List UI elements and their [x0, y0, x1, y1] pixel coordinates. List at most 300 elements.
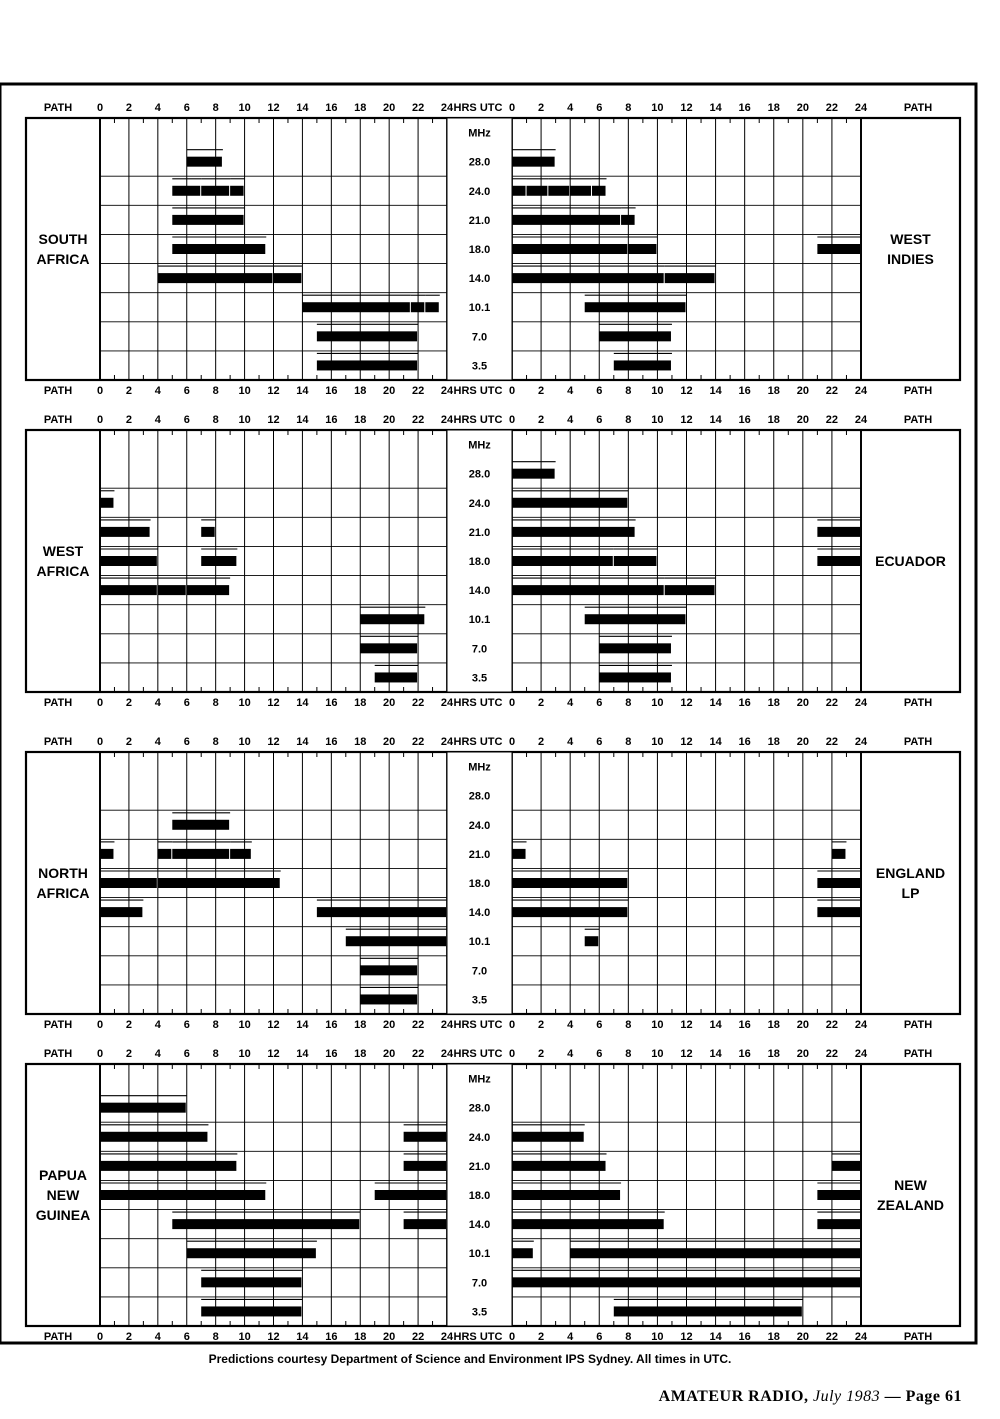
hour-label: 14 [709, 697, 722, 709]
prediction-bar [100, 1132, 207, 1142]
hour-label: 18 [767, 1019, 780, 1031]
hour-label: 22 [825, 1019, 839, 1031]
prediction-bar [599, 331, 671, 341]
prediction-bar [187, 585, 229, 595]
prediction-credit: Predictions courtesy Department of Science and Environment IPS Sydney. All times in UTC. [208, 1352, 732, 1366]
hour-label: 2 [538, 736, 545, 748]
frequency-label: 14.0 [468, 907, 491, 920]
hour-label: 8 [212, 1019, 219, 1031]
frequency-label: 21.0 [468, 214, 491, 227]
hour-label: 22 [825, 414, 839, 426]
hour-label: 22 [825, 385, 839, 397]
mhz-heading: MHz [468, 439, 491, 452]
hour-label: 10 [651, 1331, 664, 1343]
hour-label: 2 [125, 102, 132, 114]
hour-label: 20 [383, 102, 396, 114]
hour-label: 24 [854, 1048, 868, 1060]
hour-label: 20 [796, 1019, 809, 1031]
prediction-bar [512, 907, 627, 917]
prediction-bar [404, 1132, 446, 1142]
path-label: PATH [43, 102, 73, 114]
hour-label: 22 [411, 736, 425, 748]
hour-label: 24 [854, 1331, 868, 1343]
hour-label: 6 [183, 102, 190, 114]
hour-label: 14 [709, 736, 722, 748]
hour-label: 2 [125, 697, 132, 709]
hour-label: 24 [854, 414, 868, 426]
hour-label: 0 [508, 385, 516, 397]
hour-label: 0 [508, 1331, 516, 1343]
hour-label: 22 [825, 102, 839, 114]
prediction-bar [201, 1306, 301, 1316]
hour-label: 2 [538, 102, 545, 114]
hour-label: 4 [567, 102, 574, 114]
prediction-bar [100, 498, 113, 508]
hour-label: 2 [125, 1331, 132, 1343]
hour-label: 8 [212, 697, 219, 709]
hour-label: 0 [96, 736, 104, 748]
frequency-label: 10.1 [468, 302, 491, 315]
prediction-bar [817, 527, 860, 537]
hour-label: 16 [325, 1019, 338, 1031]
prediction-bar [100, 849, 113, 859]
prediction-bar [599, 672, 671, 682]
hour-label: 14 [296, 697, 309, 709]
hour-label: 24 [440, 697, 454, 709]
hour-label: 8 [212, 102, 219, 114]
right-region-label: LP [901, 885, 920, 901]
hour-label: 18 [354, 1331, 367, 1343]
hour-label: 14 [709, 1019, 722, 1031]
hour-label: 12 [267, 1331, 280, 1343]
hour-label: 20 [796, 697, 809, 709]
hour-label: 2 [538, 385, 545, 397]
hour-label: 0 [508, 414, 516, 426]
hour-label: 18 [354, 736, 367, 748]
frequency-label: 14.0 [468, 1219, 491, 1232]
hour-label: 6 [596, 1019, 603, 1031]
prediction-bar [100, 1103, 186, 1113]
hour-label: 4 [567, 1048, 574, 1060]
hour-label: 18 [767, 414, 780, 426]
hour-label: 16 [325, 1331, 338, 1343]
hour-label: 10 [238, 1048, 251, 1060]
prediction-bar [614, 1306, 802, 1316]
hour-label: 18 [354, 385, 367, 397]
prediction-bar [317, 331, 417, 341]
hour-label: 4 [154, 736, 161, 748]
frequency-label: 14.0 [468, 273, 491, 286]
path-label: PATH [43, 1048, 73, 1060]
hour-label: 4 [154, 102, 161, 114]
prediction-bar [585, 302, 686, 312]
frequency-label: 18.0 [468, 556, 491, 568]
hour-label: 4 [154, 697, 161, 709]
hour-label: 12 [680, 385, 693, 397]
left-region-label: PAPUA [39, 1167, 87, 1183]
hour-label: 8 [212, 1331, 219, 1343]
frequency-label: 21.0 [468, 848, 491, 861]
path-label: PATH [903, 697, 933, 709]
mhz-heading: MHz [468, 761, 491, 774]
hour-label: 2 [538, 414, 545, 426]
hour-label: 14 [296, 385, 309, 397]
prediction-bar [817, 878, 860, 888]
hour-label: 10 [651, 102, 664, 114]
prediction-bar [614, 360, 671, 370]
prediction-bar [317, 360, 417, 370]
hour-label: 16 [738, 102, 751, 114]
right-region-label: ENGLAND [875, 865, 946, 881]
prediction-bar [100, 1190, 265, 1200]
hour-label: 20 [796, 736, 809, 748]
hour-label: 14 [296, 414, 309, 426]
hour-label: 8 [625, 1331, 632, 1343]
prediction-bar [360, 965, 417, 975]
publication-name: AMATEUR RADIO, [658, 1388, 809, 1405]
prediction-bar [585, 936, 599, 946]
hour-label: 16 [738, 697, 751, 709]
frequency-label: 7.0 [471, 1277, 488, 1290]
hour-label: 24 [440, 385, 454, 397]
hour-label: 8 [625, 385, 632, 397]
left-region-label: SOUTH [38, 231, 88, 247]
hour-label: 10 [651, 414, 664, 426]
hour-label: 6 [596, 736, 603, 748]
hour-label: 16 [325, 736, 338, 748]
prediction-bar [172, 215, 243, 225]
hour-label: 12 [680, 1048, 693, 1060]
hour-label: 2 [125, 414, 132, 426]
prediction-bar [317, 907, 446, 917]
hour-label: 20 [383, 1019, 396, 1031]
prediction-bar [512, 1277, 860, 1287]
hour-label: 20 [796, 385, 809, 397]
prediction-bar [158, 878, 280, 888]
prediction-bar [375, 1190, 446, 1200]
prediction-bar [817, 556, 860, 566]
prediction-bar [230, 186, 243, 196]
hour-label: 0 [96, 385, 104, 397]
hour-label: 12 [680, 697, 693, 709]
prediction-bar [346, 936, 446, 946]
hour-label: 4 [154, 1331, 161, 1343]
frequency-label: 24.0 [468, 1131, 491, 1144]
hour-label: 20 [796, 102, 809, 114]
hour-label: 14 [296, 1048, 309, 1060]
hour-label: 6 [183, 1019, 190, 1031]
prediction-bar [302, 302, 409, 312]
hour-label: 2 [125, 1048, 132, 1060]
left-region-label: AFRICA [36, 563, 90, 579]
hour-label: 2 [538, 1019, 545, 1031]
hrs-utc-label: HRS UTC [453, 1019, 503, 1031]
frequency-label: 3.5 [471, 994, 488, 1007]
prediction-bar [512, 1161, 606, 1171]
publication-footer [659, 1388, 962, 1406]
hour-label: 6 [183, 1048, 190, 1060]
hour-label: 16 [325, 102, 338, 114]
hour-label: 16 [325, 697, 338, 709]
hour-label: 12 [680, 1019, 693, 1031]
frequency-label: 7.0 [471, 643, 488, 656]
mhz-heading: MHz [468, 127, 491, 140]
publication-date: July 1983 [812, 1388, 881, 1405]
prediction-bar [100, 527, 150, 537]
hour-label: 20 [383, 385, 396, 397]
frequency-label: 18.0 [468, 244, 491, 256]
hour-label: 18 [767, 1331, 780, 1343]
hour-label: 18 [354, 414, 367, 426]
path-label: PATH [43, 1019, 73, 1031]
hour-label: 20 [383, 414, 396, 426]
prediction-bar [274, 273, 302, 283]
prediction-bar [172, 820, 229, 830]
hrs-utc-label: HRS UTC [453, 414, 503, 426]
page-number: — Page 61 [884, 1388, 962, 1405]
hour-label: 24 [440, 736, 454, 748]
prediction-bar [512, 186, 526, 196]
frequency-label: 3.5 [471, 1306, 488, 1319]
hour-label: 14 [709, 385, 722, 397]
prediction-bar [512, 469, 555, 479]
path-label: PATH [903, 736, 933, 748]
prediction-chart-1 [26, 102, 960, 397]
prediction-bar [832, 1161, 860, 1171]
hour-label: 0 [96, 697, 104, 709]
hour-label: 6 [596, 385, 603, 397]
hour-label: 16 [738, 385, 751, 397]
prediction-bar [360, 614, 424, 624]
hour-label: 14 [709, 1331, 722, 1343]
hour-label: 0 [508, 1019, 516, 1031]
hour-label: 12 [267, 102, 280, 114]
hour-label: 22 [411, 414, 425, 426]
hour-label: 8 [625, 414, 632, 426]
left-region-label: AFRICA [36, 251, 90, 267]
hour-label: 24 [440, 414, 454, 426]
path-label: PATH [903, 1048, 933, 1060]
path-label: PATH [903, 414, 933, 426]
frequency-label: 28.0 [468, 790, 491, 803]
left-region-label: GUINEA [35, 1207, 91, 1223]
right-region-label: INDIES [887, 251, 934, 267]
hour-label: 4 [567, 1019, 574, 1031]
hour-label: 22 [825, 697, 839, 709]
hour-label: 4 [154, 414, 161, 426]
prediction-chart-2 [26, 414, 960, 709]
prediction-bar [512, 527, 635, 537]
prediction-bar [592, 186, 606, 196]
hour-label: 20 [796, 1331, 809, 1343]
hour-label: 10 [651, 1048, 664, 1060]
frequency-label: 3.5 [471, 360, 488, 373]
hour-label: 8 [625, 102, 632, 114]
hour-label: 12 [267, 736, 280, 748]
prediction-bar [100, 878, 157, 888]
prediction-bar [201, 556, 236, 566]
hour-label: 10 [651, 385, 664, 397]
frequency-label: 21.0 [468, 526, 491, 539]
frequency-label: 3.5 [471, 672, 488, 685]
frequency-label: 24.0 [468, 185, 491, 198]
hour-label: 4 [154, 1048, 161, 1060]
hour-label: 24 [854, 736, 868, 748]
prediction-bar [665, 585, 715, 595]
frequency-label: 7.0 [471, 331, 488, 344]
hour-label: 0 [96, 1331, 104, 1343]
path-label: PATH [43, 1331, 73, 1343]
prediction-bar [817, 1219, 860, 1229]
hour-label: 0 [96, 414, 104, 426]
right-region-label: NEW [894, 1177, 927, 1193]
hour-label: 18 [767, 102, 780, 114]
hour-label: 16 [738, 736, 751, 748]
prediction-bar [614, 556, 657, 566]
frequency-label: 24.0 [468, 497, 491, 510]
prediction-bar [512, 498, 627, 508]
hour-label: 24 [854, 1019, 868, 1031]
prediction-bar [172, 244, 265, 254]
frequency-label: 21.0 [468, 1160, 491, 1173]
hrs-utc-label: HRS UTC [453, 697, 503, 709]
hour-label: 10 [651, 736, 664, 748]
hour-label: 20 [383, 1048, 396, 1060]
path-label: PATH [43, 385, 73, 397]
hour-label: 0 [96, 1019, 104, 1031]
hour-label: 20 [383, 1331, 396, 1343]
left-region-label: AFRICA [36, 885, 90, 901]
hour-label: 24 [854, 697, 868, 709]
prediction-bar [665, 273, 715, 283]
hrs-utc-label: HRS UTC [453, 1048, 503, 1060]
hour-label: 24 [440, 1048, 454, 1060]
prediction-bar [411, 302, 424, 312]
prediction-bar [158, 273, 273, 283]
hour-label: 14 [296, 102, 309, 114]
frequency-label: 28.0 [468, 1102, 491, 1115]
path-label: PATH [43, 414, 73, 426]
hrs-utc-label: HRS UTC [453, 102, 503, 114]
hour-label: 18 [767, 385, 780, 397]
path-label: PATH [903, 1019, 933, 1031]
prediction-bar [512, 1190, 620, 1200]
hour-label: 14 [296, 1331, 309, 1343]
frequency-label: 28.0 [468, 468, 491, 481]
prediction-bar [172, 186, 200, 196]
hour-label: 22 [411, 697, 425, 709]
hour-label: 4 [567, 385, 574, 397]
hour-label: 12 [680, 736, 693, 748]
prediction-bar [512, 585, 664, 595]
hour-label: 10 [238, 697, 251, 709]
prediction-bar [512, 878, 627, 888]
hour-label: 8 [212, 414, 219, 426]
right-region-label: ECUADOR [875, 553, 946, 569]
hour-label: 2 [538, 1331, 545, 1343]
hour-label: 12 [680, 102, 693, 114]
hour-label: 6 [596, 1048, 603, 1060]
hour-label: 14 [296, 736, 309, 748]
prediction-bar [404, 1161, 446, 1171]
prediction-bar [100, 907, 142, 917]
hour-label: 18 [354, 102, 367, 114]
hour-label: 2 [125, 736, 132, 748]
hour-label: 12 [267, 1019, 280, 1031]
hour-label: 6 [596, 1331, 603, 1343]
hour-label: 8 [625, 1019, 632, 1031]
hour-label: 8 [625, 697, 632, 709]
hour-label: 18 [354, 1019, 367, 1031]
hour-label: 16 [738, 1019, 751, 1031]
hour-label: 10 [651, 697, 664, 709]
hour-label: 24 [854, 102, 868, 114]
prediction-bar [832, 849, 846, 859]
hour-label: 16 [738, 1048, 751, 1060]
hour-label: 2 [125, 385, 132, 397]
prediction-bar [201, 1277, 301, 1287]
prediction-bar [599, 643, 671, 653]
hour-label: 22 [411, 102, 425, 114]
prediction-bar [817, 244, 860, 254]
frequency-label: 7.0 [471, 965, 488, 978]
right-region-label: ZEALAND [877, 1197, 944, 1213]
frequency-label: 24.0 [468, 819, 491, 832]
frequency-label: 10.1 [468, 1248, 491, 1261]
hour-label: 10 [238, 414, 251, 426]
frequency-label: 14.0 [468, 585, 491, 598]
hour-label: 16 [738, 414, 751, 426]
hour-label: 6 [183, 385, 190, 397]
prediction-bar [512, 1132, 584, 1142]
left-region-label: NORTH [38, 865, 88, 881]
hour-label: 12 [267, 385, 280, 397]
hour-label: 10 [238, 736, 251, 748]
prediction-bar [628, 244, 656, 254]
hour-label: 0 [508, 697, 516, 709]
hour-label: 0 [96, 1048, 104, 1060]
prediction-bar [512, 273, 664, 283]
prediction-bar [548, 186, 569, 196]
hour-label: 20 [796, 1048, 809, 1060]
prediction-bar [100, 1161, 236, 1171]
prediction-bar [512, 244, 627, 254]
hour-label: 4 [154, 1019, 161, 1031]
prediction-bar [512, 1248, 533, 1258]
hour-label: 6 [596, 697, 603, 709]
hour-label: 20 [383, 697, 396, 709]
prediction-bar [585, 614, 686, 624]
path-label: PATH [43, 736, 73, 748]
hour-label: 22 [411, 1048, 425, 1060]
prediction-bar [817, 907, 860, 917]
path-label: PATH [903, 102, 933, 114]
hour-label: 6 [183, 414, 190, 426]
prediction-bar [512, 1219, 664, 1229]
hour-label: 18 [767, 736, 780, 748]
hour-label: 4 [567, 1331, 574, 1343]
frequency-label: 10.1 [468, 614, 491, 627]
hour-label: 24 [440, 102, 454, 114]
frequency-label: 18.0 [468, 1190, 491, 1202]
prediction-bar [201, 186, 229, 196]
right-region-label: WEST [890, 231, 931, 247]
hour-label: 6 [183, 697, 190, 709]
hour-label: 10 [238, 385, 251, 397]
hour-label: 18 [354, 697, 367, 709]
hour-label: 4 [154, 385, 161, 397]
hour-label: 22 [411, 1019, 425, 1031]
